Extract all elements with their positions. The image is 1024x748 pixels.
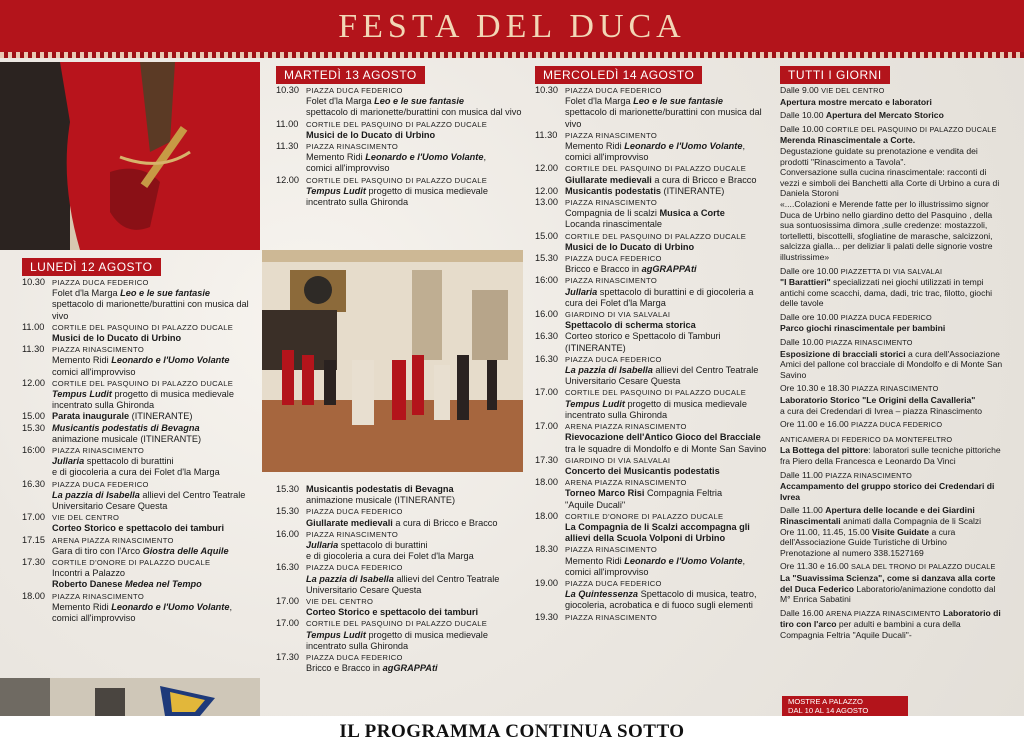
event-description: Jullaria spettacolo di burattini e di giocoleria a cura dei Folet d'la Marga <box>306 540 474 562</box>
exhibitions-badge: MOSTRE A PALAZZO DAL 10 AL 14 AGOSTO <box>782 696 908 716</box>
day-wednesday <box>535 66 771 623</box>
event-item <box>535 421 771 455</box>
event-description: Tempus Ludit progetto di musica medievale incentrato sulla Ghironda <box>306 629 488 651</box>
event-location: CORTILE DEL PASQUINO DI PALAZZO DUCALE <box>565 164 747 174</box>
event-time: 19.30 <box>535 611 558 622</box>
flags-photo <box>0 678 260 716</box>
event-location: CORTILE DEL PASQUINO DI PALAZZO DUCALE <box>565 388 747 398</box>
event-time: 17.15 <box>22 534 45 545</box>
event-location: PIAZZA DUCA FEDERICO <box>306 507 403 517</box>
event-location: PIAZZA RINASCIMENTO <box>565 276 658 286</box>
event-item <box>535 231 771 253</box>
event-description: Incontri a Palazzo Roberto Danese Medea nel Tempo <box>52 568 202 590</box>
page-title: FESTA DEL DUCA <box>338 8 686 45</box>
event-time: 17.00 <box>276 596 299 607</box>
event-location: PIAZZA RINASCIMENTO <box>565 612 658 622</box>
event-description: Memento Ridi Leonardo e l'Uomo Volante, comici all'improvviso <box>306 152 487 174</box>
event-location: GIARDINO DI VIA SALVALAI <box>565 310 671 320</box>
day-tuesday <box>276 66 526 208</box>
event-item <box>276 596 526 618</box>
event-description: Memento Ridi Leonardo e l'Uomo Volante, comici all'improvviso <box>52 601 233 624</box>
event-item <box>535 85 771 130</box>
event-description: La Compagnia de li Scalzi accompagna gli allievi della Scuola Volponi di Urbino <box>565 521 750 544</box>
events-monday <box>22 277 260 624</box>
day-tuesday-afternoon <box>276 484 526 674</box>
event-description: Bricco e Bracco in agGRAPPAti <box>306 663 438 674</box>
event-description: La pazzia di Isabella allievi del Centro Teatrale Universitario Cesare Questa <box>306 573 500 595</box>
event-description: Compagnia de li scalzi Musica a Corte Locanda rinascimentale <box>565 208 725 230</box>
event-location: CORTILE DEL PASQUINO DI PALAZZO DUCALE <box>306 175 488 185</box>
event-item <box>535 511 771 545</box>
event-item <box>535 253 771 275</box>
event-time: 11.00 <box>22 321 45 332</box>
event-item <box>22 557 260 591</box>
event-time: 16.30 <box>22 478 45 489</box>
event-description: Memento Ridi Leonardo e l'Uomo Volante comici all'improvviso <box>52 355 230 377</box>
event-time: 10.30 <box>535 85 558 95</box>
event-time: 16.30 <box>535 353 558 364</box>
event-description: Musicantis podestatis (ITINERANTE) <box>565 185 725 196</box>
event-time: 16.30 <box>535 331 558 342</box>
daily-entry: Ore 11.00 e 16.00 PIAZZA DUCA FEDERICO <box>780 419 943 430</box>
event-time: 12.00 <box>22 377 45 388</box>
event-location: CORTILE DEL PASQUINO DI PALAZZO DUCALE <box>52 378 234 388</box>
event-time: 11.30 <box>535 129 558 140</box>
event-item <box>276 652 526 674</box>
event-location: PIAZZA DUCA FEDERICO <box>565 354 662 364</box>
event-item <box>22 479 260 513</box>
event-location: PIAZZA DUCA FEDERICO <box>52 479 149 489</box>
daily-entry: Dalle 10.00 CORTILE DEL PASQUINO DI PALAZZO DUCALE Merenda Rinascimentale a Corte. Degustazione guidate su prenotazione e vendita dei prodotti "Rinascimento a Tavola". Conversazione sulla cucina rinascimentale: racconti di vezzi e simboli dei Banchetti alla Corte di Urbino a cura di Daniela Storoni «....Colazioni e Merende fatte per lo illustrissimo signor Duca de Urbino nello giardino detto del Pasquino , della sua sontuosissima dimora ,sulle credenze: mostazzoli, tortelletti, biscottelli, sfogliatine de marasche, salcizzoni, salcizza gialla... per deliziar li palati delle signorie vostre illustrissime» <box>780 123 1000 262</box>
event-time: 17.00 <box>276 618 299 629</box>
event-description: Concerto dei Musicantis podestatis <box>565 465 720 476</box>
event-time: 17.30 <box>276 652 299 663</box>
event-item <box>535 544 771 578</box>
every-day <box>780 66 1006 644</box>
event-description: Musici de lo Ducato di Urbino <box>306 129 436 140</box>
event-location: PIAZZA RINASCIMENTO <box>52 591 145 601</box>
event-description: Folet d'la Marga Leo e le sue fantasie spettacolo di marionette/burattini con musica dal vivo <box>306 96 522 118</box>
event-item <box>276 529 526 563</box>
event-item <box>276 562 526 596</box>
event-time: 12.00 <box>535 163 558 174</box>
event-description: Memento Ridi Leonardo e l'Uomo Volante, comici all'improvviso <box>565 555 746 577</box>
event-time: 18.00 <box>22 590 45 601</box>
event-time: 17.30 <box>22 557 45 568</box>
event-item <box>535 387 771 421</box>
footer-text: IL PROGRAMMA CONTINUA SOTTO <box>339 721 685 742</box>
event-item <box>276 618 526 652</box>
event-location: CORTILE DEL PASQUINO DI PALAZZO DUCALE <box>306 119 488 129</box>
event-time: 19.00 <box>535 577 558 588</box>
day-header-wednesday: MERCOLEDÌ 14 AGOSTO <box>535 66 702 84</box>
event-description: Giullarate medievali a cura di Bricco e Bracco <box>565 174 757 185</box>
event-location: PIAZZA DUCA FEDERICO <box>565 254 662 264</box>
event-description: Corteo Storico e spettacolo dei tamburi <box>306 607 479 618</box>
event-location: CORTILE DEL PASQUINO DI PALAZZO DUCALE <box>565 231 747 241</box>
event-time: 17.00 <box>22 512 45 523</box>
event-time: 12.00 <box>276 174 299 185</box>
daily-entry: Dalle 10.00 PIAZZA RINASCIMENTO Esposizione di bracciali storici a cura dell'Associazione Amici del pallone col bracciale di Mondolfo e di Monte San Savino <box>780 337 1003 380</box>
event-time: 11.30 <box>276 141 299 152</box>
daily-entry: Ore 10.30 e 18.30 PIAZZA RINASCIMENTO Laboratorio Storico "Le Origini della Cavalleria" a cura dei Credendari di Ivrea – piazza Rinascimento <box>780 383 983 416</box>
event-item <box>535 578 771 612</box>
event-description: Jullaria spettacolo di burattini e di giocoleria a cura dei Folet d'la Marga <box>565 286 754 308</box>
event-item <box>535 163 771 185</box>
day-monday <box>22 258 260 624</box>
event-location: PIAZZA DUCA FEDERICO <box>565 578 662 588</box>
daily-entry: Dalle 10.00 Apertura del Mercato Storico <box>780 110 944 121</box>
event-item <box>22 277 260 322</box>
event-location: CORTILE DEL PASQUINO DI PALAZZO DUCALE <box>52 322 234 332</box>
event-location: PIAZZA RINASCIMENTO <box>306 529 399 539</box>
event-location: PIAZZA RINASCIMENTO <box>52 446 145 456</box>
event-time: 16.00 <box>535 309 558 320</box>
event-description: Parata inaugurale (ITINERANTE) <box>52 411 193 422</box>
event-time: 10.30 <box>276 85 299 95</box>
event-item <box>22 411 260 422</box>
event-time: 15.30 <box>276 484 299 494</box>
event-time: 12.00 <box>535 185 558 196</box>
daily-entry: ANTICAMERA DI FEDERICO DA MONTEFELTRO La Bottega del pittore: laboratori sulle tecniche pittoriche fra Piero della Francesca e Leonardo Da Vinci <box>780 434 1001 466</box>
event-time: 15.30 <box>535 253 558 264</box>
event-item <box>22 512 260 534</box>
entries-every-day <box>780 85 1006 641</box>
day-header-every-day: TUTTI I GIORNI <box>780 66 890 84</box>
event-location: PIAZZA DUCA FEDERICO <box>306 653 403 663</box>
event-item <box>22 535 260 557</box>
event-time: 15.30 <box>22 422 45 433</box>
event-item <box>22 322 260 344</box>
event-location: ARENA PIAZZA RINASCIMENTO <box>565 478 687 488</box>
event-item <box>535 309 771 331</box>
event-time: 16:00 <box>22 445 45 456</box>
event-location: PIAZZA DUCA FEDERICO <box>565 86 662 95</box>
event-description: Musici de lo Ducato di Urbino <box>565 241 695 252</box>
event-description: Musici de lo Ducato di Urbino <box>52 333 182 344</box>
event-description: La Quintessenza Spettacolo di musica, teatro, giocoleria, acrobatica e di fuoco sugli elementi <box>565 589 757 611</box>
event-time: 10.30 <box>22 277 45 287</box>
event-time: 15.30 <box>276 506 299 517</box>
event-description: Jullaria spettacolo di burattini e di giocoleria a cura dei Folet d'la Marga <box>52 456 220 478</box>
event-time: 11.00 <box>276 118 299 129</box>
event-item <box>535 275 771 309</box>
title-banner <box>0 0 1024 58</box>
event-item <box>276 119 526 141</box>
event-location: GIARDINO DI VIA SALVALAI <box>565 455 671 465</box>
event-item <box>276 506 526 528</box>
daily-entry: Ore 11.30 e 16.00 SALA DEL TRONO DI PALAZZO DUCALE La "Suavissima Scienza", come si danzava alla corte del Duca Federico Laboratorio/animazione condotto dal M° Enrica Sabatini <box>780 561 996 605</box>
daily-entry: Dalle ore 10.00 PIAZZETTA DI VIA SALVALAI "I Barattieri" specializzati nei giochi utilizzati in tempi antichi come scacchi, dama, dadi, tric trac, filotto, giochi delle tavole <box>780 265 993 309</box>
day-header-tuesday: MARTEDÌ 13 AGOSTO <box>276 66 425 84</box>
event-location: PIAZZA RINASCIMENTO <box>52 345 145 355</box>
event-time: 16.30 <box>276 562 299 573</box>
event-item <box>535 612 771 623</box>
event-location: PIAZZA DUCA FEDERICO <box>306 563 403 573</box>
event-item <box>535 130 771 164</box>
daily-entry: Dalle 11.00 PIAZZA RINASCIMENTO Accampamento del gruppo storico dei Credendari di Ivrea <box>780 469 995 502</box>
events-tuesday-afternoon <box>276 484 526 674</box>
event-description: Musicantis podestatis di Bevagna animazione musicale (ITINERANTE) <box>52 422 202 444</box>
event-location: PIAZZA RINASCIMENTO <box>306 142 399 152</box>
event-time: 17.30 <box>535 454 558 465</box>
event-item <box>276 85 526 119</box>
event-location: VIE DEL CENTRO <box>52 513 120 523</box>
event-description: Folet d'la Marga Leo e le sue fantasie spettacolo di marionette/burattini con musica dal vivo <box>565 96 762 129</box>
daily-entry: Dalle 16.00 ARENA PIAZZA RINASCIMENTO Laboratorio di tiro con l'arco per adulti e bambini a cura della Compagnia Feltria "Aquile Ducali"- <box>780 607 1001 640</box>
event-time: 16:00 <box>535 275 558 286</box>
event-item <box>535 477 771 511</box>
event-location: PIAZZA RINASCIMENTO <box>565 545 658 555</box>
event-item <box>22 423 260 445</box>
event-item <box>22 445 260 479</box>
event-location: CORTILE D'ONORE DI PALAZZO DUCALE <box>52 558 211 568</box>
event-item <box>535 331 771 353</box>
event-time: 11.30 <box>22 344 45 355</box>
event-item <box>22 344 260 378</box>
event-description: Tempus Ludit progetto di musica medievale incentrato sulla Ghironda <box>306 185 488 208</box>
event-item <box>276 484 526 506</box>
event-item <box>276 175 526 209</box>
event-item <box>22 591 260 625</box>
footer <box>0 716 1024 748</box>
event-description: Folet d'la Marga Leo e le sue fantasie spettacolo di marionette/burattini con musica dal vivo <box>52 288 249 321</box>
daily-entry: Dalle 11.00 Apertura delle locande e dei Giardini Rinascimentali animati dalla Compagnia de li Scalzi Ore 11.00, 11.45, 15.00 Visite Guidate a cura dell'Associazione Guide Turistiche di Urbino Prenotazione al numero 338.1527169 <box>780 505 982 558</box>
event-location: PIAZZA DUCA FEDERICO <box>306 86 403 95</box>
event-location: CORTILE DEL PASQUINO DI PALAZZO DUCALE <box>306 619 488 629</box>
event-description: Rievocazione dell'Antico Gioco del Bracciale tra le squadre di Mondolfo e di Monte San Savino <box>565 432 767 454</box>
event-location: VIE DEL CENTRO <box>306 597 374 607</box>
hall-photo <box>262 250 523 472</box>
event-location: ARENA PIAZZA RINASCIMENTO <box>565 422 687 432</box>
event-description: La pazzia di Isabella allievi del Centro Teatrale Universitario Cesare Questa <box>565 365 759 387</box>
daily-entry: Dalle 9.00 VIE DEL CENTRO Apertura mostre mercato e laboratori <box>780 85 932 107</box>
event-time: 16.00 <box>276 528 299 539</box>
event-time: 18.30 <box>535 544 558 555</box>
event-description: Torneo Marco Risi Compagnia Feltria "Aquile Ducali" <box>565 488 723 510</box>
event-item <box>535 186 771 197</box>
event-location: PIAZZA RINASCIMENTO <box>565 198 658 208</box>
event-description: Corteo Storico e spettacolo dei tamburi <box>52 523 225 534</box>
event-description: La pazzia di Isabella allievi del Centro Teatrale Universitario Cesare Questa <box>52 489 246 512</box>
event-description: Bricco e Bracco in agGRAPPAti <box>565 264 697 275</box>
event-description: Tempus Ludit progetto di musica medievale incentrato sulla Ghironda <box>565 398 747 420</box>
costume-photo <box>0 62 260 250</box>
event-time: 17.00 <box>535 387 558 398</box>
event-description: Gara di tiro con l'Arco Giostra delle Aquile <box>52 545 229 556</box>
event-description: Memento Ridi Leonardo e l'Uomo Volante, comici all'improvviso <box>565 141 746 163</box>
event-item <box>276 141 526 175</box>
event-description: Corteo storico e Spettacolo di Tamburi (ITINERANTE) <box>565 331 721 353</box>
event-item <box>535 455 771 477</box>
event-description: Musicantis podestatis di Bevagna animazione musicale (ITINERANTE) <box>306 484 456 506</box>
event-item <box>22 378 260 412</box>
event-time: 15.00 <box>535 230 558 241</box>
day-header-monday: LUNEDÌ 12 AGOSTO <box>22 258 161 276</box>
event-description: Spettacolo di scherma storica <box>565 320 696 331</box>
event-time: 17.00 <box>535 421 558 432</box>
event-description: Giullarate medievali a cura di Bricco e Bracco <box>306 517 498 528</box>
event-time: 18.00 <box>535 477 558 488</box>
event-item <box>535 354 771 388</box>
event-item <box>535 197 771 231</box>
event-location: CORTILE D'ONORE DI PALAZZO DUCALE <box>565 511 724 521</box>
event-location: PIAZZA DUCA FEDERICO <box>52 278 149 287</box>
event-location: PIAZZA RINASCIMENTO <box>565 130 658 140</box>
event-time: 15.00 <box>22 411 45 422</box>
event-time: 13.00 <box>535 197 558 208</box>
daily-entry: Dalle ore 10.00 PIAZZA DUCA FEDERICO Parco giochi rinascimentale per bambini <box>780 311 946 334</box>
event-time: 18.00 <box>535 510 558 521</box>
event-description: Tempus Ludit progetto di musica medievale incentrato sulla Ghironda <box>52 389 234 411</box>
events-tuesday <box>276 85 526 208</box>
events-wednesday <box>535 85 771 623</box>
event-location: ARENA PIAZZA RINASCIMENTO <box>52 535 174 545</box>
